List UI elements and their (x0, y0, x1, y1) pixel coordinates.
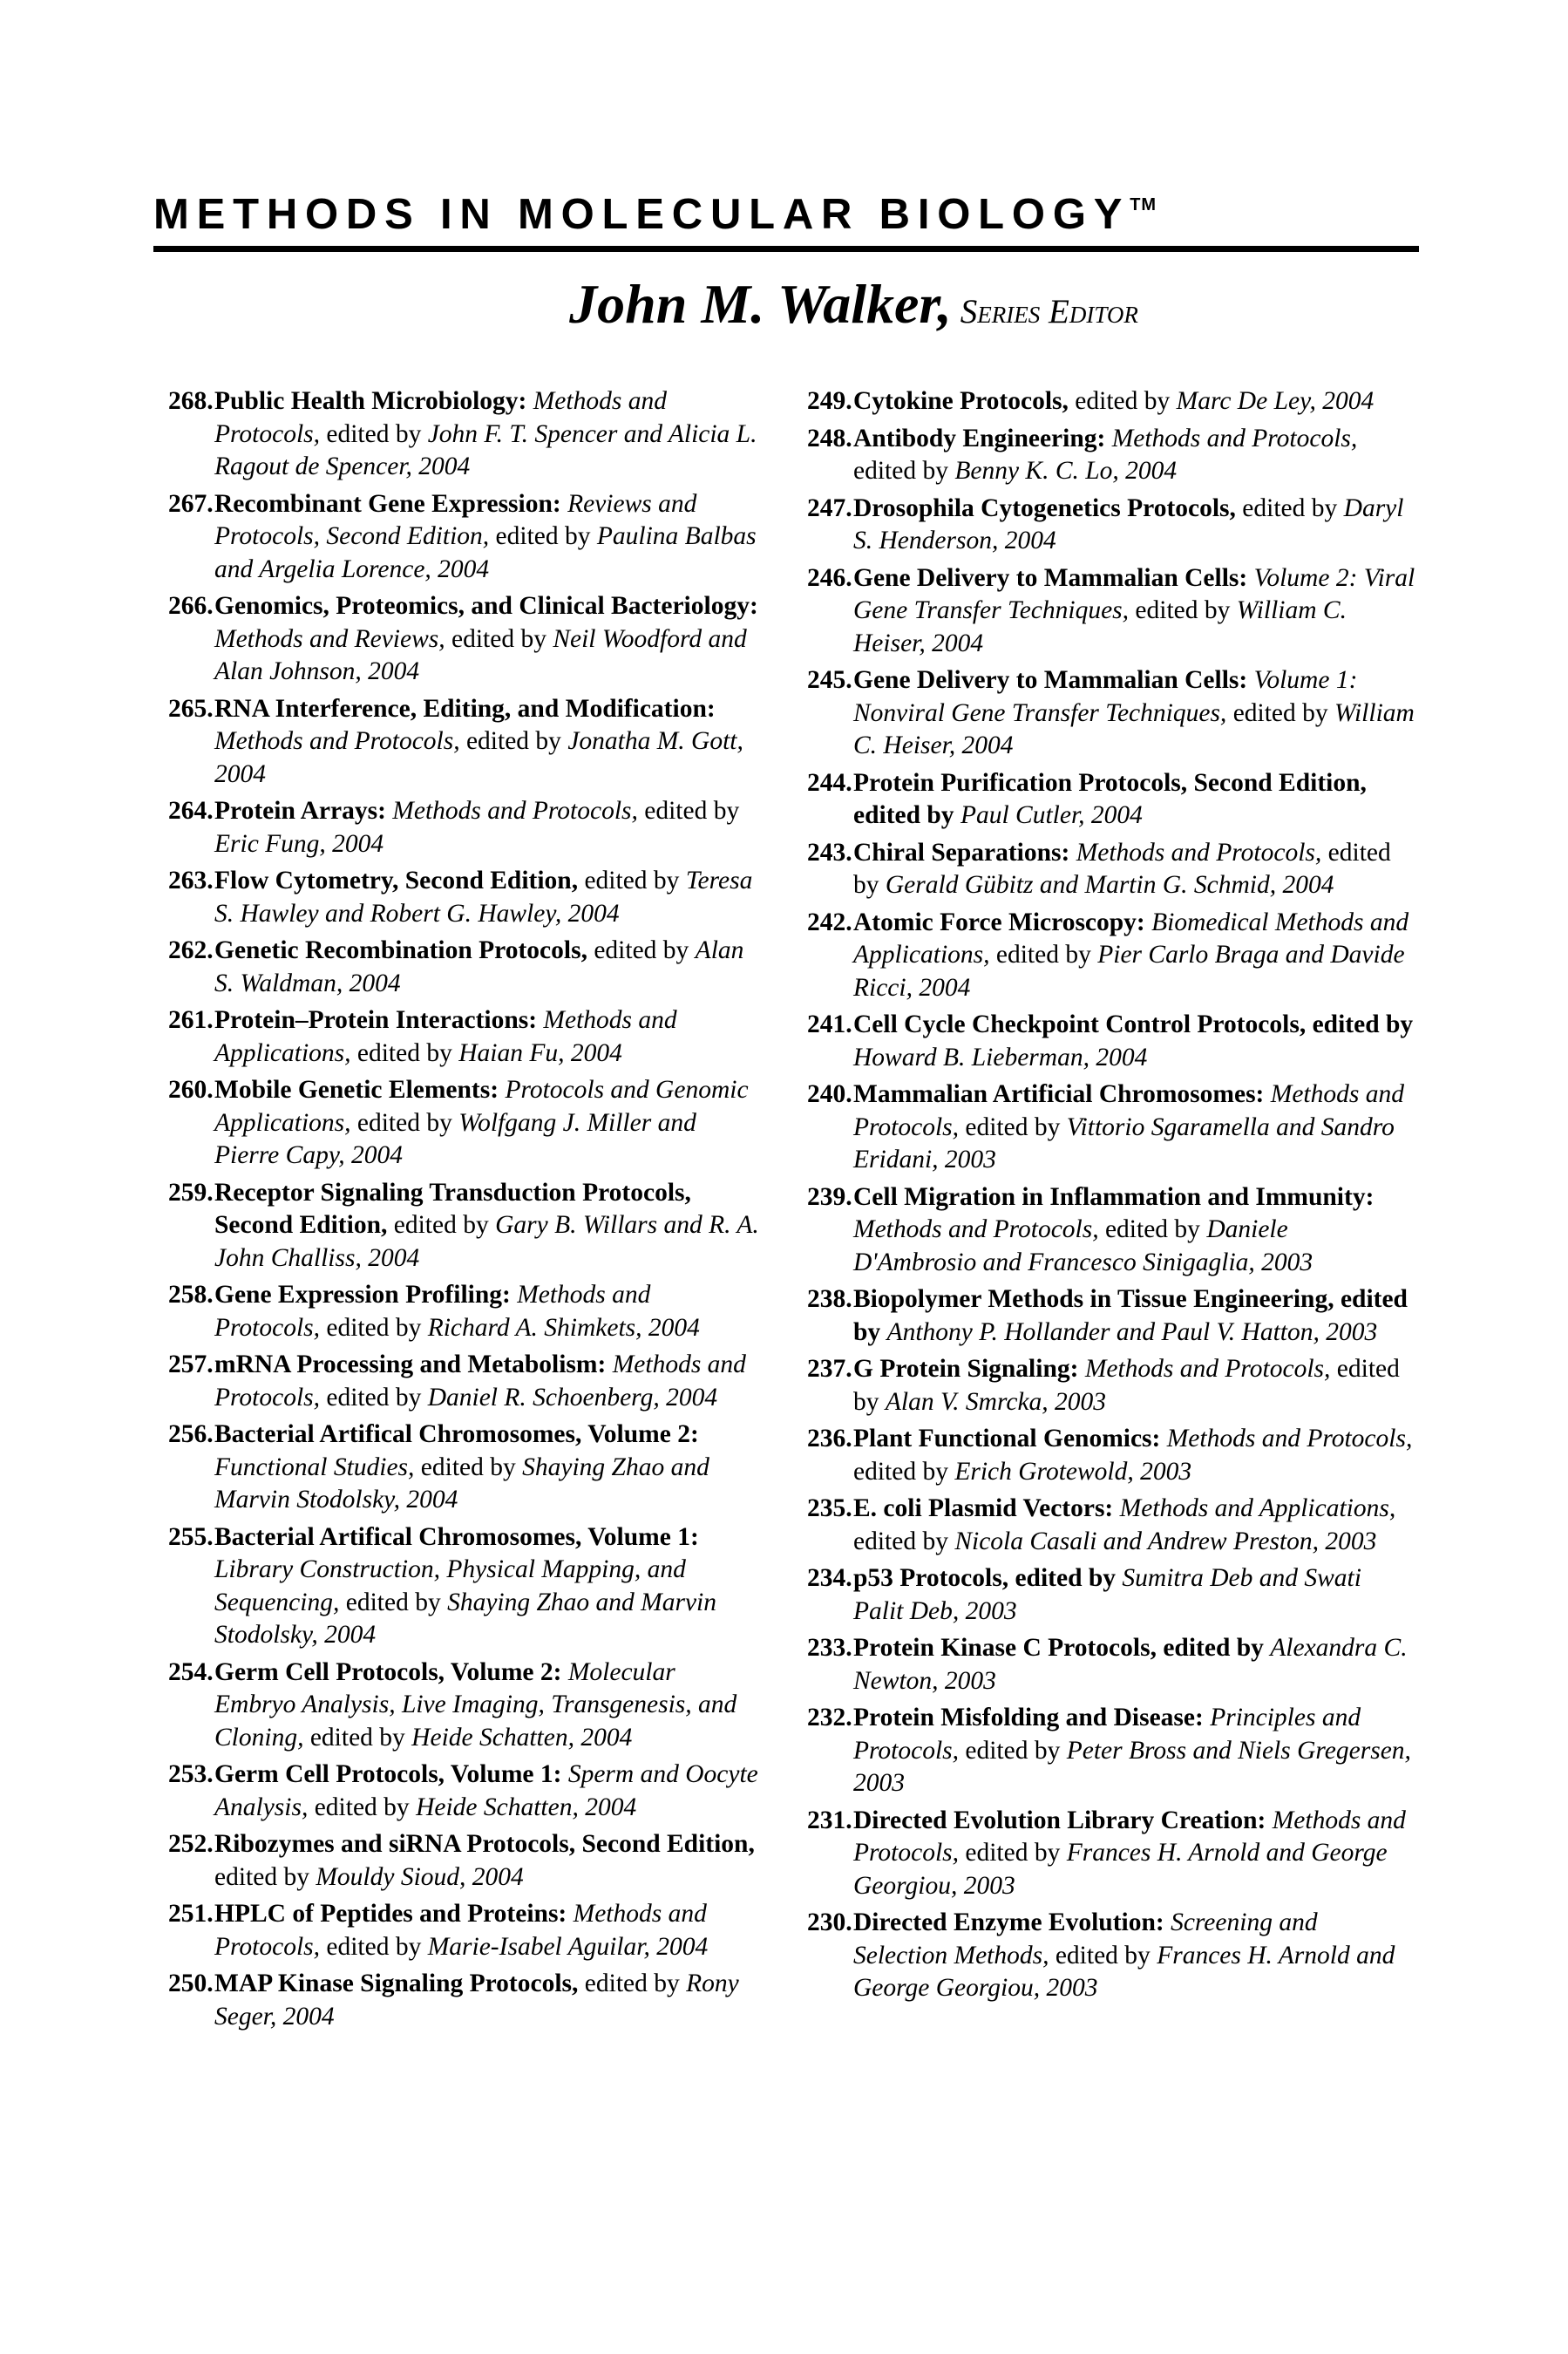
entry-title: Flow Cytometry, Second Edition, (214, 867, 579, 895)
entry-number: 242. (807, 908, 852, 936)
entry-edited-by: edited by (309, 1723, 405, 1752)
entry-edited-by: edited by (495, 522, 591, 550)
entry-editors: Marc De Ley, 2004 (1176, 387, 1375, 415)
entry-edited-by: edited by (853, 1527, 948, 1555)
book-entry (168, 1004, 761, 1070)
entry-subtitle: Principles and Protocols, (853, 1704, 1361, 1765)
book-entry (168, 385, 761, 484)
entry-title: Plant Functional Genomics: (853, 1425, 1161, 1453)
book-entry (168, 1349, 761, 1414)
entry-number: 265. (168, 694, 214, 723)
entry-title: p53 Protocols, edited by (853, 1564, 1117, 1592)
entry-edited-by: edited by (853, 1355, 1400, 1416)
entry-number: 262. (168, 936, 214, 964)
entry-title: Receptor Signaling Transduction Protocols, Second Edition, (214, 1178, 691, 1239)
book-entry (807, 907, 1417, 1005)
entry-title: Protein Purification Protocols, Second Edition, edited by (853, 768, 1367, 829)
entry-editors: Marie-Isabel Aguilar, 2004 (427, 1932, 709, 1961)
entry-editors: William C. Heiser, 2004 (853, 596, 1347, 657)
book-entry (168, 1177, 761, 1276)
entry-editors: Heide Schatten, 2004 (411, 1723, 633, 1752)
book-entry (807, 1562, 1417, 1628)
book-entry (168, 1759, 761, 1824)
entry-number: 238. (807, 1285, 852, 1313)
entry-number: 251. (168, 1900, 214, 1928)
entry-subtitle: Sperm and Oocyte Analysis, (214, 1760, 758, 1821)
entry-number: 254. (168, 1657, 214, 1686)
entry-editors: Paulina Balbas and Argelia Lorence, 2004 (214, 522, 757, 583)
entry-edited-by: edited by (420, 1453, 516, 1481)
entry-title: E. coli Plasmid Vectors: (853, 1494, 1114, 1522)
entry-number: 249. (807, 387, 852, 415)
entry-title: Protein Misfolding and Disease: (853, 1704, 1204, 1731)
entry-number: 231. (807, 1806, 852, 1834)
book-entry (807, 1283, 1417, 1349)
entry-edited-by: edited by (345, 1588, 441, 1616)
entry-editors: John F. T. Spencer and Alicia L. Ragout de Spencer, 2004 (214, 419, 757, 480)
entry-subtitle: Methods and Applications, (1119, 1494, 1396, 1522)
book-entry (807, 1702, 1417, 1800)
header-rule (153, 246, 1419, 252)
entry-subtitle: Methods and Protocols, (1166, 1425, 1413, 1453)
entry-number: 235. (807, 1494, 852, 1522)
entry-editors: Pier Carlo Braga and Davide Ricci, 2004 (853, 941, 1405, 1002)
series-editor-role: Series Editor (960, 293, 1138, 330)
entry-subtitle: Methods and Protocols, (214, 1900, 707, 1961)
entry-subtitle: Methods and Protocols, (214, 387, 667, 448)
entry-editors: Alan S. Waldman, 2004 (214, 936, 744, 997)
book-entry (807, 767, 1417, 833)
entry-editors: Howard B. Lieberman, 2004 (853, 1043, 1148, 1072)
entry-editors: Shaying Zhao and Marvin Stodolsky, 2004 (214, 1588, 716, 1649)
book-entry (807, 493, 1417, 558)
entry-number: 244. (807, 768, 852, 797)
entry-edited-by: edited by (995, 941, 1091, 969)
entry-title: Directed Evolution Library Creation: (853, 1806, 1266, 1834)
book-entry (168, 1419, 761, 1517)
book-entry (807, 562, 1417, 661)
entry-edited-by: edited by (326, 419, 422, 448)
entry-title: Genomics, Proteomics, and Clinical Bacteriology: (214, 592, 758, 620)
entry-number: 261. (168, 1006, 214, 1034)
book-entry (168, 935, 761, 1000)
entry-title: HPLC of Peptides and Proteins: (214, 1900, 567, 1928)
entry-editors: Mouldy Sioud, 2004 (316, 1862, 524, 1891)
entry-number: 263. (168, 867, 214, 895)
entry-subtitle: Methods and Protocols, (1084, 1355, 1331, 1383)
book-entry (168, 795, 761, 861)
entry-editors: Daniele D'Ambrosio and Francesco Sinigaglia, 2003 (853, 1215, 1313, 1276)
entry-subtitle: Screening and Selection Methods, (853, 1908, 1318, 1970)
entry-edited-by: edited by (326, 1932, 422, 1961)
book-entry (168, 488, 761, 587)
book-entry (168, 1074, 761, 1173)
entry-title: Germ Cell Protocols, Volume 1: (214, 1760, 562, 1788)
entry-subtitle: Protocols and Genomic Applications, (214, 1076, 749, 1137)
book-entry (807, 1353, 1417, 1419)
entry-subtitle: Volume 1: Nonviral Gene Transfer Techniques, (853, 666, 1358, 727)
entry-subtitle: Molecular Embryo Analysis, Live Imaging, Transgenesis, and Cloning, (214, 1657, 737, 1752)
entry-edited-by: edited by (644, 797, 740, 825)
entry-number: 252. (168, 1830, 214, 1858)
entry-title: Chiral Separations: (853, 838, 1070, 867)
entry-number: 248. (807, 424, 852, 452)
entry-subtitle: Methods and Protocols, (853, 1215, 1099, 1243)
entry-edited-by: edited by (1075, 387, 1171, 415)
entry-title: Cytokine Protocols, (853, 387, 1069, 415)
entry-number: 237. (807, 1355, 852, 1383)
right-column (807, 385, 1417, 2010)
entry-subtitle: Methods and Protocols, (214, 727, 460, 755)
entry-number: 236. (807, 1425, 852, 1453)
entry-number: 233. (807, 1634, 852, 1662)
entry-number: 255. (168, 1522, 214, 1551)
entry-edited-by: edited by (1135, 596, 1231, 624)
entry-edited-by: edited by (1232, 698, 1328, 727)
entry-number: 260. (168, 1076, 214, 1104)
entry-title: Atomic Force Microscopy: (853, 908, 1145, 936)
book-entry (168, 1968, 761, 2033)
entry-edited-by: edited by (853, 838, 1391, 899)
entry-editors: Daryl S. Henderson, 2004 (853, 493, 1404, 554)
entry-edited-by: edited by (965, 1112, 1061, 1141)
entry-editors: Neil Woodford and Alan Johnson, 2004 (214, 624, 747, 685)
entry-edited-by: edited by (965, 1736, 1061, 1765)
entry-title: Public Health Microbiology: (214, 387, 527, 415)
entry-edited-by: edited by (594, 936, 689, 964)
entry-editors: Benny K. C. Lo, 2004 (954, 457, 1178, 485)
entry-number: 246. (807, 563, 852, 592)
book-entry (168, 590, 761, 689)
left-column (168, 385, 761, 2038)
entry-number: 230. (807, 1908, 852, 1936)
entry-subtitle: Methods and Applications, (214, 1006, 677, 1067)
entry-title: Cell Cycle Checkpoint Control Protocols, edited by (853, 1010, 1414, 1038)
entry-title: Ribozymes and siRNA Protocols, Second Edition, (214, 1830, 755, 1858)
entry-number: 234. (807, 1564, 852, 1592)
entry-title: Protein–Protein Interactions: (214, 1006, 538, 1034)
entry-title: Gene Delivery to Mammalian Cells: (853, 666, 1248, 694)
book-entry (168, 1898, 761, 1963)
book-entry (807, 1423, 1417, 1488)
trademark-mark: TM (1130, 194, 1157, 214)
entry-number: 240. (807, 1080, 852, 1108)
book-entry (807, 385, 1417, 418)
entry-title: Gene Expression Profiling: (214, 1281, 511, 1309)
entry-subtitle: Methods and Protocols, (1111, 424, 1358, 452)
book-entry (807, 1078, 1417, 1177)
entry-subtitle: Methods and Protocols, (392, 797, 638, 825)
entry-editors: Haian Fu, 2004 (458, 1038, 622, 1067)
book-entry (807, 664, 1417, 763)
entry-number: 243. (807, 838, 852, 867)
entry-edited-by: edited by (1242, 493, 1338, 522)
entry-edited-by: edited by (1104, 1215, 1200, 1243)
entry-number: 264. (168, 797, 214, 825)
entry-editors: Richard A. Shimkets, 2004 (427, 1313, 700, 1342)
entry-title: mRNA Processing and Metabolism: (214, 1350, 607, 1378)
entry-edited-by: edited by (853, 1457, 948, 1486)
book-entry (807, 423, 1417, 488)
entry-editors: Rony Seger, 2004 (214, 1970, 739, 2031)
entry-editors: Heide Schatten, 2004 (416, 1793, 637, 1821)
entry-title: Bacterial Artifical Chromosomes, Volume 2: (214, 1420, 699, 1448)
entry-editors: Shaying Zhao and Marvin Stodolsky, 2004 (214, 1453, 709, 1514)
book-entry (807, 1632, 1417, 1697)
entry-editors: Vittorio Sgaramella and Sandro Eridani, 2003 (853, 1112, 1395, 1174)
book-entry (168, 1657, 761, 1755)
entry-edited-by: edited by (314, 1793, 410, 1821)
entry-editors: Alan V. Smrcka, 2003 (885, 1387, 1107, 1416)
book-entry (807, 1009, 1417, 1074)
book-entry (807, 1907, 1417, 2005)
book-entry (168, 1279, 761, 1344)
entry-edited-by: edited by (326, 1313, 422, 1342)
entry-edited-by: edited by (584, 1970, 680, 1997)
book-entry (807, 1181, 1417, 1280)
entry-title: Antibody Engineering: (853, 424, 1106, 452)
book-entry (168, 1521, 761, 1652)
entry-number: 250. (168, 1970, 214, 1997)
entry-title: Drosophila Cytogenetics Protocols, (853, 493, 1236, 522)
book-entry (807, 837, 1417, 902)
entry-number: 253. (168, 1760, 214, 1788)
entry-edited-by: edited by (326, 1383, 422, 1412)
entry-editors: Paul Cutler, 2004 (960, 801, 1143, 829)
entry-subtitle: Biomedical Methods and Applications, (853, 908, 1409, 969)
entry-subtitle: Methods and Protocols, (853, 1080, 1404, 1141)
entry-title: Germ Cell Protocols, Volume 2: (214, 1657, 562, 1686)
entry-subtitle: Volume 2: Viral Gene Transfer Techniques, (853, 563, 1415, 624)
entry-title: RNA Interference, Editing, and Modification: (214, 694, 716, 723)
entry-subtitle: Library Construction, Physical Mapping, and Sequencing, (214, 1555, 686, 1616)
entry-number: 256. (168, 1420, 214, 1448)
entry-number: 245. (807, 666, 852, 694)
entry-number: 258. (168, 1281, 214, 1309)
entry-title: Recombinant Gene Expression: (214, 489, 561, 518)
entry-editors: Gary B. Willars and R. A. John Challiss, 2004 (214, 1211, 759, 1272)
series-editor-name: John M. Walker, (569, 273, 952, 335)
entry-editors: Erich Grotewold, 2003 (954, 1457, 1192, 1486)
entry-number: 259. (168, 1178, 214, 1207)
entry-number: 257. (168, 1350, 214, 1378)
entry-edited-by: edited by (393, 1211, 489, 1239)
entry-number: 268. (168, 387, 214, 415)
entry-editors: Gerald Gübitz and Martin G. Schmid, 2004 (885, 871, 1334, 899)
entry-editors: Teresa S. Hawley and Robert G. Hawley, 2004 (214, 867, 753, 928)
entry-edited-by: edited by (451, 624, 546, 653)
entry-subtitle: Functional Studies, (214, 1453, 415, 1481)
entry-edited-by: edited by (465, 727, 561, 755)
entry-edited-by: edited by (853, 457, 948, 485)
entry-title: Gene Delivery to Mammalian Cells: (853, 563, 1248, 592)
entry-title: Genetic Recombination Protocols, (214, 936, 587, 964)
series-title-text: METHODS IN MOLECULAR BIOLOGY (153, 191, 1130, 238)
entry-title: Protein Kinase C Protocols, edited by (853, 1634, 1264, 1662)
entry-editors: Wolfgang J. Miller and Pierre Capy, 2004 (214, 1108, 696, 1169)
entry-editors: Nicola Casali and Andrew Preston, 2003 (954, 1527, 1377, 1555)
entry-subtitle: Methods and Protocols, (214, 1350, 746, 1412)
entry-editors: Peter Bross and Niels Gregersen, 2003 (853, 1736, 1411, 1797)
entry-editors: Sumitra Deb and Swati Palit Deb, 2003 (853, 1564, 1361, 1625)
entry-title: G Protein Signaling: (853, 1355, 1079, 1383)
entry-title: Mammalian Artificial Chromosomes: (853, 1080, 1265, 1108)
entry-editors: Alexandra C. Newton, 2003 (853, 1634, 1408, 1695)
entry-number: 232. (807, 1704, 852, 1731)
entry-subtitle: Methods and Protocols, (214, 1281, 651, 1342)
entry-title: Cell Migration in Inflammation and Immunity: (853, 1182, 1375, 1211)
book-entry (168, 1828, 761, 1894)
entry-subtitle: Methods and Reviews, (214, 624, 445, 653)
entry-editors: Frances H. Arnold and George Georgiou, 2003 (853, 1839, 1388, 1900)
book-entry (807, 1493, 1417, 1558)
entry-editors: William C. Heiser, 2004 (853, 698, 1415, 759)
entry-edited-by: edited by (584, 867, 680, 895)
entry-editors: Frances H. Arnold and George Georgiou, 2003 (853, 1941, 1395, 2002)
entry-edited-by: edited by (356, 1038, 452, 1067)
entry-edited-by: edited by (965, 1839, 1061, 1867)
entry-editors: Jonatha M. Gott, 2004 (214, 727, 743, 788)
entry-editors: Daniel R. Schoenberg, 2004 (427, 1383, 718, 1412)
book-entry (807, 1805, 1417, 1903)
series-editor-line (0, 272, 1568, 337)
entry-number: 241. (807, 1010, 852, 1038)
entry-subtitle: Methods and Protocols, (1076, 838, 1322, 867)
entry-editors: Anthony P. Hollander and Paul V. Hatton, 2003 (886, 1317, 1378, 1346)
entry-title: MAP Kinase Signaling Protocols, (214, 1970, 579, 1997)
entry-editors: Eric Fung, 2004 (214, 829, 384, 858)
entry-subtitle: Methods and Protocols, (853, 1806, 1406, 1867)
book-entry (168, 865, 761, 930)
entry-number: 247. (807, 493, 852, 522)
entry-edited-by: edited by (214, 1862, 309, 1891)
entry-title: Protein Arrays: (214, 797, 386, 825)
entry-title: Directed Enzyme Evolution: (853, 1908, 1164, 1936)
entry-number: 239. (807, 1182, 852, 1211)
entry-number: 266. (168, 592, 214, 620)
entry-edited-by: edited by (1055, 1941, 1151, 1970)
entry-number: 267. (168, 489, 214, 518)
entry-title: Biopolymer Methods in Tissue Engineering, edited by (853, 1285, 1408, 1346)
series-title (153, 191, 1417, 238)
book-entry (168, 693, 761, 792)
entry-subtitle: Reviews and Protocols, Second Edition, (214, 489, 697, 550)
entry-title: Mobile Genetic Elements: (214, 1076, 499, 1104)
entry-edited-by: edited by (356, 1108, 452, 1137)
entry-title: Bacterial Artifical Chromosomes, Volume 1: (214, 1522, 699, 1551)
